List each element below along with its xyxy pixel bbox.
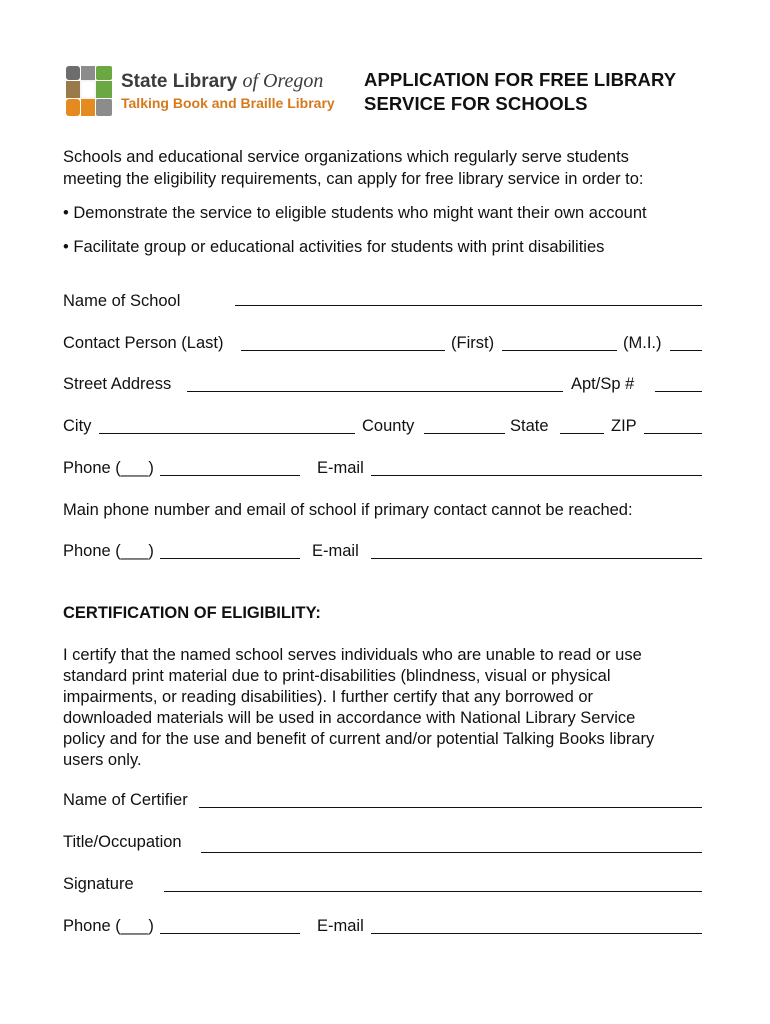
intro-line1: Schools and educational service organizations which regularly serve students — [63, 148, 629, 166]
logo-title: State Library of Oregon — [121, 70, 324, 92]
label-name-of-school: Name of School — [63, 292, 181, 310]
label-contact-last: Contact Person (Last) — [63, 334, 224, 352]
zip-field[interactable] — [644, 433, 702, 434]
certification-text-line: policy and for the use and benefit of current and/or potential Talking Books library — [63, 730, 655, 748]
label-apt: Apt/Sp # — [571, 375, 635, 393]
certifier-email-field[interactable] — [371, 933, 702, 934]
label-street-address: Street Address — [63, 375, 172, 393]
certifier-phone-field[interactable] — [160, 933, 300, 934]
bullet-item — [63, 237, 604, 257]
label-certifier-email: E-mail — [317, 917, 364, 935]
signature-field[interactable] — [164, 891, 702, 892]
title-occupation-field[interactable] — [201, 852, 702, 853]
label-zip: ZIP — [611, 417, 637, 435]
city-field[interactable] — [99, 433, 355, 434]
street-address-field[interactable] — [187, 391, 563, 392]
certification-text-line: standard print material due to print-disabilities (blindness, visual or physical — [63, 667, 611, 685]
label-state: State — [510, 417, 549, 435]
bullet-icon: • — [63, 204, 69, 222]
label-phone-2: Phone (___) — [63, 542, 154, 560]
label-contact-first: (First) — [451, 334, 495, 352]
page-title-line1: APPLICATION FOR FREE LIBRARY — [364, 69, 677, 90]
label-city: City — [63, 417, 92, 435]
label-email: E-mail — [317, 459, 364, 477]
label-signature: Signature — [63, 875, 134, 893]
certification-text-line: impairments, or reading disabilities). I further certify that any borrowed or — [63, 688, 594, 706]
page-title — [364, 68, 676, 116]
label-title-occupation: Title/Occupation — [63, 833, 182, 851]
label-certifier-phone: Phone (___) — [63, 917, 154, 935]
library-logo-mark — [66, 66, 112, 116]
bullet-text: Facilitate group or educational activities for students with print disabilities — [73, 238, 605, 256]
bullet-text: Demonstrate the service to eligible students who might want their own account — [73, 204, 647, 222]
email-2-field[interactable] — [371, 558, 702, 559]
label-county: County — [362, 417, 415, 435]
certification-heading: CERTIFICATION OF ELIGIBILITY: — [63, 604, 321, 622]
label-name-of-certifier: Name of Certifier — [63, 791, 188, 809]
alt-contact-note: Main phone number and email of school if primary contact cannot be reached: — [63, 501, 633, 519]
apt-field[interactable] — [655, 391, 702, 392]
name-of-certifier-field[interactable] — [199, 807, 702, 808]
label-contact-mi: (M.I.) — [623, 334, 662, 352]
county-field[interactable] — [424, 433, 505, 434]
bullet-item — [63, 203, 647, 223]
page-title-line2: SERVICE FOR SCHOOLS — [364, 93, 588, 114]
logo-icon — [66, 66, 112, 116]
logo-subtitle: Talking Book and Braille Library — [121, 95, 335, 111]
certification-text-line: I certify that the named school serves individuals who are unable to read or use — [63, 646, 642, 664]
contact-first-field[interactable] — [502, 350, 617, 351]
contact-mi-field[interactable] — [670, 350, 702, 351]
certification-text-line: downloaded materials will be used in accordance with National Library Service — [63, 709, 636, 727]
email-field[interactable] — [371, 475, 702, 476]
label-email-2: E-mail — [312, 542, 359, 560]
state-field[interactable] — [560, 433, 604, 434]
name-of-school-field[interactable] — [235, 305, 702, 306]
contact-last-field[interactable] — [241, 350, 445, 351]
certification-text-line: users only. — [63, 751, 142, 769]
logo-title-of: of Oregon — [242, 70, 324, 92]
label-phone: Phone (___) — [63, 459, 154, 477]
phone-field[interactable] — [160, 475, 300, 476]
intro-line2: meeting the eligibility requirements, can apply for free library service in order to: — [63, 170, 644, 188]
bullet-icon: • — [63, 238, 69, 256]
phone-2-field[interactable] — [160, 558, 300, 559]
